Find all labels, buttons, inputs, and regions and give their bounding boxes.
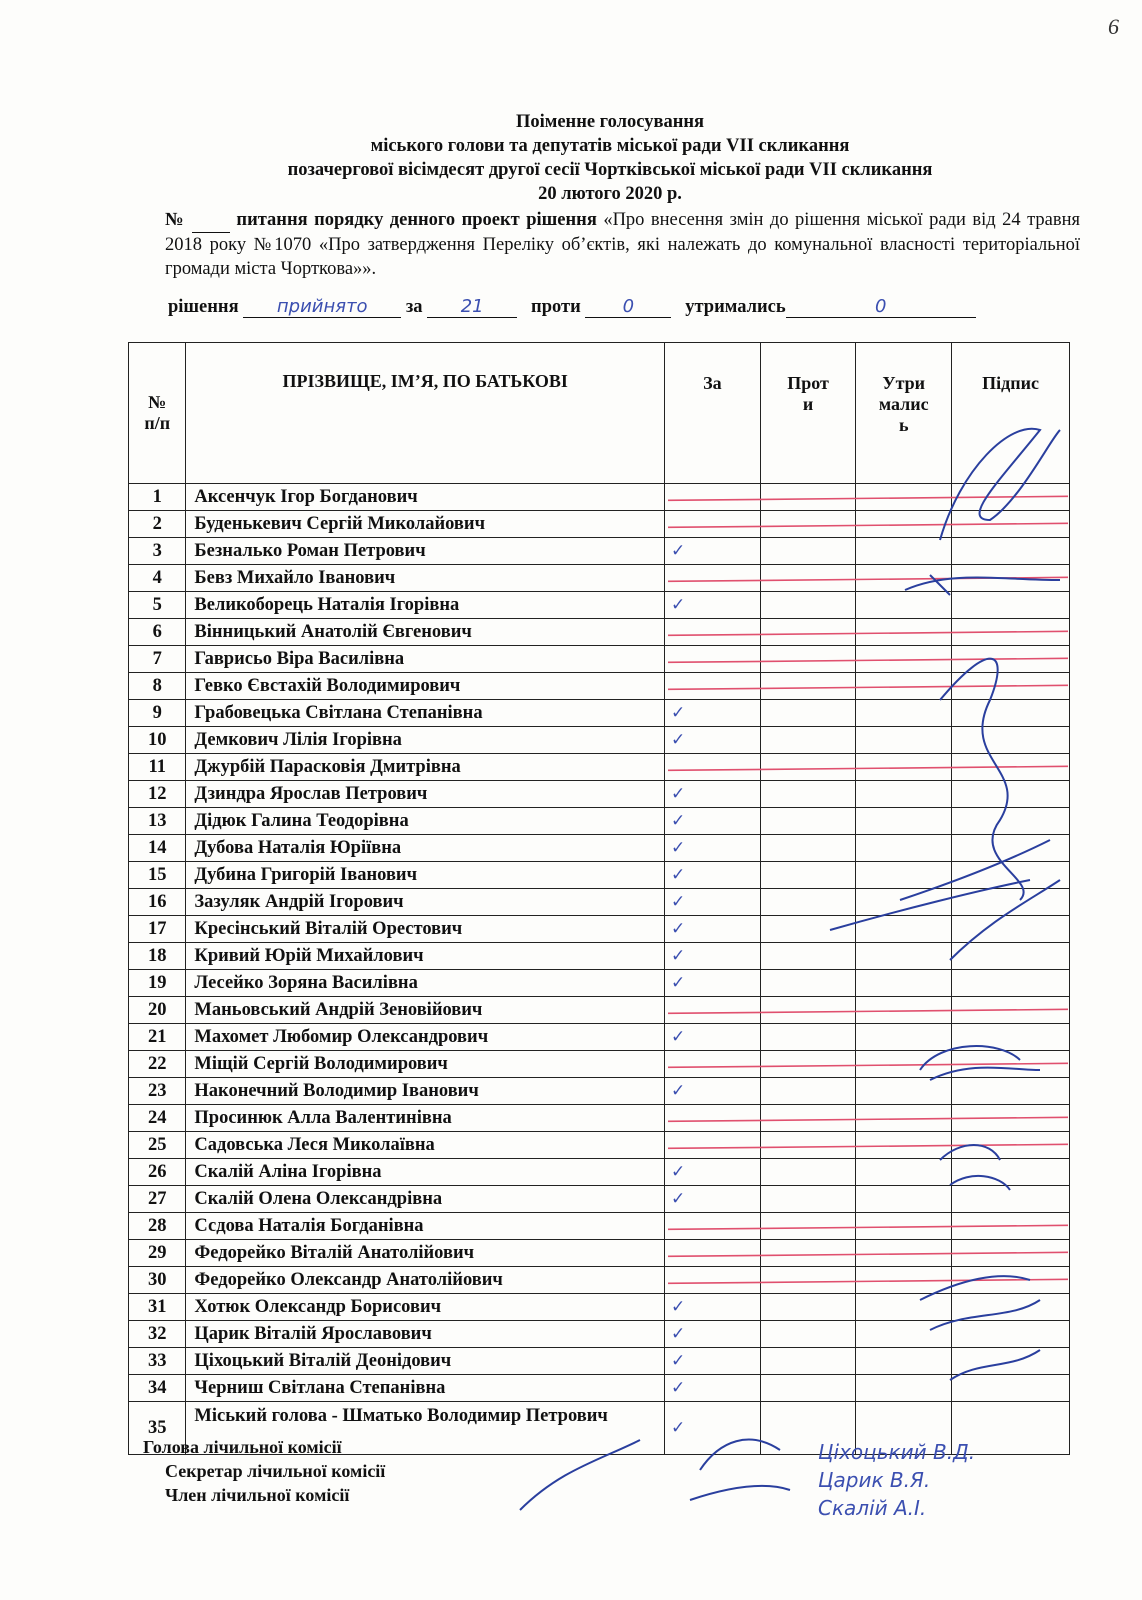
vote-against-cell — [760, 970, 856, 997]
deputy-name: Федорейко Віталій Анатолійович — [186, 1240, 665, 1267]
deputy-name: Федорейко Олександр Анатолійович — [186, 1267, 665, 1294]
chair-name: Ціхоцький В.Д. — [818, 1440, 976, 1464]
signature-cell — [952, 565, 1070, 592]
vote-against-cell — [760, 565, 856, 592]
vote-against-cell — [760, 1294, 856, 1321]
commission-chair-label: Голова лічильної комісії — [143, 1437, 342, 1457]
deputy-name: Маньовський Андрій Зеновійович — [186, 997, 665, 1024]
vote-abstain-cell — [856, 1240, 952, 1267]
document-header — [140, 110, 1080, 206]
table-row — [129, 1105, 1070, 1132]
vote-against-cell — [760, 700, 856, 727]
signature-cell — [952, 1375, 1070, 1402]
deputy-name: Наконечний Володимир Іванович — [186, 1078, 665, 1105]
agenda-label: питання порядку денного проект рішення — [236, 210, 597, 230]
row-number: 34 — [129, 1375, 186, 1402]
vote-against-cell — [760, 1159, 856, 1186]
signature-cell — [952, 1186, 1070, 1213]
vote-against-cell — [760, 835, 856, 862]
header-line-3: позачергової вісімдесят другої сесії Чортківської міської ради VII скликання — [287, 160, 933, 180]
table-row — [129, 538, 1070, 565]
vote-against-cell — [760, 1051, 856, 1078]
vote-abstain-cell — [856, 727, 952, 754]
table-row — [129, 943, 1070, 970]
signature-cell — [952, 1348, 1070, 1375]
table-row — [129, 673, 1070, 700]
deputy-name: Дзиндра Ярослав Петрович — [186, 781, 665, 808]
row-number: 24 — [129, 1105, 186, 1132]
table-row — [129, 565, 1070, 592]
signature-cell — [952, 727, 1070, 754]
vote-check-mark: ✓ — [664, 1078, 760, 1105]
vote-against-cell — [760, 1024, 856, 1051]
vote-against-cell — [760, 1267, 856, 1294]
table-row — [129, 997, 1070, 1024]
signature-cell — [952, 1321, 1070, 1348]
row-number: 25 — [129, 1132, 186, 1159]
signature-cell — [952, 1159, 1070, 1186]
decision-label: рішення — [168, 297, 239, 317]
deputy-name: Скалій Аліна Ігорівна — [186, 1159, 665, 1186]
table-row — [129, 862, 1070, 889]
secretary-name: Царик В.Я. — [818, 1468, 931, 1492]
row-number: 20 — [129, 997, 186, 1024]
vote-check-mark: ✓ — [664, 916, 760, 943]
vote-abstain-cell — [856, 997, 952, 1024]
vote-abstain-cell — [856, 538, 952, 565]
deputy-name: Безналько Роман Петрович — [186, 538, 665, 565]
vote-abstain-cell — [856, 1213, 952, 1240]
row-number: 7 — [129, 646, 186, 673]
deputy-name: Демкович Лілія Ігорівна — [186, 727, 665, 754]
signature-cell — [952, 970, 1070, 997]
table-row — [129, 889, 1070, 916]
signature-cell — [952, 781, 1070, 808]
voting-table — [128, 342, 1070, 1455]
deputy-name: Черниш Світлана Степанівна — [186, 1375, 665, 1402]
row-number: 22 — [129, 1051, 186, 1078]
table-row — [129, 1213, 1070, 1240]
vote-check-mark: ✓ — [664, 1375, 760, 1402]
vote-for-cell — [664, 673, 760, 700]
vote-against-cell — [760, 1240, 856, 1267]
for-label: за — [405, 297, 423, 317]
deputy-name: Ссдова Наталія Богданівна — [186, 1213, 665, 1240]
table-row — [129, 916, 1070, 943]
deputy-name: Міщій Сергій Володимирович — [186, 1051, 665, 1078]
vote-check-mark: ✓ — [664, 1321, 760, 1348]
agenda-num-prefix: № — [165, 210, 186, 230]
row-number: 32 — [129, 1321, 186, 1348]
table-row — [129, 1159, 1070, 1186]
vote-check-mark: ✓ — [664, 592, 760, 619]
vote-against-cell — [760, 1132, 856, 1159]
vote-abstain-cell — [856, 619, 952, 646]
commission-member-label: Член лічильної комісії — [165, 1485, 350, 1505]
signature-cell — [952, 1267, 1070, 1294]
vote-abstain-cell — [856, 565, 952, 592]
deputy-name: Дубина Григорій Іванович — [186, 862, 665, 889]
row-number: 5 — [129, 592, 186, 619]
vote-abstain-cell — [856, 646, 952, 673]
row-number: 17 — [129, 916, 186, 943]
row-number: 18 — [129, 943, 186, 970]
deputy-name: Махомет Любомир Олександрович — [186, 1024, 665, 1051]
row-number: 29 — [129, 1240, 186, 1267]
for-count: 21 — [427, 296, 517, 318]
vote-check-mark: ✓ — [664, 1348, 760, 1375]
vote-for-cell — [664, 619, 760, 646]
vote-check-mark: ✓ — [664, 700, 760, 727]
deputy-name: Кресінський Віталій Орестович — [186, 916, 665, 943]
vote-check-mark: ✓ — [664, 970, 760, 997]
row-number: 2 — [129, 511, 186, 538]
vote-abstain-cell — [856, 592, 952, 619]
signature-cell — [952, 1024, 1070, 1051]
vote-against-cell — [760, 484, 856, 511]
vote-abstain-cell — [856, 1294, 952, 1321]
row-number: 8 — [129, 673, 186, 700]
vote-abstain-cell — [856, 700, 952, 727]
table-row — [129, 1294, 1070, 1321]
header-for: За — [664, 343, 760, 484]
row-number: 26 — [129, 1159, 186, 1186]
table-row — [129, 1132, 1070, 1159]
deputy-name: Ціхоцький Віталій Деонідович — [186, 1348, 665, 1375]
vote-abstain-cell — [856, 970, 952, 997]
vote-for-cell — [664, 511, 760, 538]
signature-cell — [952, 673, 1070, 700]
row-number: 13 — [129, 808, 186, 835]
vote-for-cell — [664, 1267, 760, 1294]
table-row — [129, 727, 1070, 754]
row-number: 19 — [129, 970, 186, 997]
vote-abstain-cell — [856, 1321, 952, 1348]
row-number: 1 — [129, 484, 186, 511]
vote-check-mark: ✓ — [664, 538, 760, 565]
signature-cell — [952, 700, 1070, 727]
deputy-name: Скалій Олена Олександрівна — [186, 1186, 665, 1213]
deputy-name: Великоборець Наталія Ігорівна — [186, 592, 665, 619]
row-number: 10 — [129, 727, 186, 754]
deputy-name: Просинюк Алла Валентинівна — [186, 1105, 665, 1132]
commission-block — [143, 1435, 385, 1507]
vote-check-mark: ✓ — [664, 862, 760, 889]
vote-against-cell — [760, 1105, 856, 1132]
vote-check-mark: ✓ — [664, 727, 760, 754]
vote-abstain-cell — [856, 1267, 952, 1294]
table-row — [129, 646, 1070, 673]
agenda-text: «Про внесення змін до рішення міської ради від 24 травня 2018 року №1070 «Про затвердження Переліку об’єктів, які належать до комунальної власності територіальної громади міста Чорткова»». — [165, 210, 1081, 279]
table-row — [129, 592, 1070, 619]
deputy-name: Аксенчук Ігор Богданович — [186, 484, 665, 511]
vote-abstain-cell — [856, 511, 952, 538]
signature-cell — [952, 997, 1070, 1024]
table-row — [129, 1321, 1070, 1348]
deputy-name: Дідюк Галина Теодорівна — [186, 808, 665, 835]
vote-against-cell — [760, 1375, 856, 1402]
deputy-name: Царик Віталій Ярославович — [186, 1321, 665, 1348]
vote-abstain-cell — [856, 1348, 952, 1375]
vote-against-cell — [760, 754, 856, 781]
deputy-name: Хотюк Олександр Борисович — [186, 1294, 665, 1321]
vote-abstain-cell — [856, 1051, 952, 1078]
vote-against-cell — [760, 808, 856, 835]
table-row — [129, 1375, 1070, 1402]
vote-abstain-cell — [856, 808, 952, 835]
vote-abstain-cell — [856, 862, 952, 889]
signature-cell — [952, 646, 1070, 673]
deputy-name: Вінницький Анатолій Євгенович — [186, 619, 665, 646]
vote-abstain-cell — [856, 1375, 952, 1402]
signature-cell — [952, 808, 1070, 835]
row-number: 30 — [129, 1267, 186, 1294]
against-count: 0 — [585, 296, 671, 318]
deputy-name: Бевз Михайло Іванович — [186, 565, 665, 592]
row-number: 31 — [129, 1294, 186, 1321]
signature-cell — [952, 862, 1070, 889]
deputy-name: Зазуляк Андрій Ігорович — [186, 889, 665, 916]
signature-cell — [952, 484, 1070, 511]
signature-cell — [952, 1294, 1070, 1321]
vote-against-cell — [760, 997, 856, 1024]
table-row — [129, 511, 1070, 538]
row-number: 6 — [129, 619, 186, 646]
signature-cell — [952, 592, 1070, 619]
table-row — [129, 970, 1070, 997]
signature-cell — [952, 1078, 1070, 1105]
vote-against-cell — [760, 511, 856, 538]
deputy-name: Кривий Юрій Михайлович — [186, 943, 665, 970]
table-row — [129, 754, 1070, 781]
deputy-name: Дубова Наталія Юріївна — [186, 835, 665, 862]
table-row — [129, 484, 1070, 511]
table-header-row — [129, 343, 1070, 484]
signature-cell — [952, 1132, 1070, 1159]
table-row — [129, 619, 1070, 646]
header-abstain: Утри малис ь — [856, 343, 952, 484]
deputy-name: Гаврисьо Віра Василівна — [186, 646, 665, 673]
vote-against-cell — [760, 592, 856, 619]
vote-check-mark: ✓ — [664, 1294, 760, 1321]
vote-against-cell — [760, 943, 856, 970]
header-date: 20 лютого 2020 р. — [538, 184, 682, 204]
row-number: 35 — [129, 1402, 186, 1455]
vote-against-cell — [760, 1213, 856, 1240]
signature-cell — [952, 835, 1070, 862]
row-number: 15 — [129, 862, 186, 889]
row-number: 12 — [129, 781, 186, 808]
signature-cell — [952, 1213, 1070, 1240]
signature-cell — [952, 1240, 1070, 1267]
deputy-name: Лесейко Зоряна Василівна — [186, 970, 665, 997]
vote-check-mark: ✓ — [664, 1186, 760, 1213]
vote-abstain-cell — [856, 916, 952, 943]
abstain-count: 0 — [786, 296, 976, 318]
row-number: 11 — [129, 754, 186, 781]
row-number: 16 — [129, 889, 186, 916]
vote-against-cell — [760, 889, 856, 916]
table-row — [129, 781, 1070, 808]
vote-abstain-cell — [856, 943, 952, 970]
vote-abstain-cell — [856, 1024, 952, 1051]
vote-against-cell — [760, 646, 856, 673]
vote-check-mark: ✓ — [664, 889, 760, 916]
vote-abstain-cell — [856, 484, 952, 511]
vote-check-mark: ✓ — [664, 1159, 760, 1186]
signature-cell — [952, 1051, 1070, 1078]
vote-check-mark: ✓ — [664, 1024, 760, 1051]
signature-cell — [952, 511, 1070, 538]
vote-abstain-cell — [856, 889, 952, 916]
table-row — [129, 808, 1070, 835]
vote-check-mark: ✓ — [664, 808, 760, 835]
vote-against-cell — [760, 1078, 856, 1105]
vote-against-cell — [760, 1348, 856, 1375]
vote-check-mark: ✓ — [664, 835, 760, 862]
abstain-label: утримались — [685, 297, 786, 317]
signature-cell — [952, 1105, 1070, 1132]
vote-against-cell — [760, 727, 856, 754]
vote-for-cell — [664, 1051, 760, 1078]
commission-names — [818, 1438, 975, 1522]
vote-check-mark: ✓ — [664, 1402, 760, 1455]
signature-cell — [952, 943, 1070, 970]
deputy-name: Грабовецька Світлана Степанівна — [186, 700, 665, 727]
vote-abstain-cell — [856, 1105, 952, 1132]
vote-against-cell — [760, 538, 856, 565]
row-number: 23 — [129, 1078, 186, 1105]
vote-for-cell — [664, 646, 760, 673]
vote-against-cell — [760, 1186, 856, 1213]
deputy-name: Буденькевич Сергій Миколайович — [186, 511, 665, 538]
page-number: 6 — [1108, 14, 1119, 39]
vote-check-mark: ✓ — [664, 781, 760, 808]
header-title: Поіменне голосування — [515, 112, 705, 132]
deputy-name: Джурбій Парасковія Дмитрівна — [186, 754, 665, 781]
deputy-name: Міський голова - Шматько Володимир Петрович — [186, 1402, 665, 1455]
signature-cell — [952, 619, 1070, 646]
row-number: 21 — [129, 1024, 186, 1051]
table-row — [129, 835, 1070, 862]
vote-for-cell — [664, 565, 760, 592]
table-row — [129, 1348, 1070, 1375]
table-row — [129, 1186, 1070, 1213]
vote-abstain-cell — [856, 781, 952, 808]
vote-for-cell — [664, 1105, 760, 1132]
decision-value: прийнято — [243, 296, 401, 318]
vote-for-cell — [664, 754, 760, 781]
vote-abstain-cell — [856, 673, 952, 700]
signature-cell — [952, 916, 1070, 943]
vote-abstain-cell — [856, 754, 952, 781]
header-num: № п/п — [129, 343, 186, 484]
deputy-name: Садовська Леся Миколаївна — [186, 1132, 665, 1159]
against-label: проти — [531, 297, 581, 317]
vote-against-cell — [760, 1321, 856, 1348]
table-row — [129, 1240, 1070, 1267]
decision-line — [168, 296, 1068, 318]
agenda-number-blank — [192, 208, 230, 233]
signature-cell — [952, 889, 1070, 916]
vote-against-cell — [760, 781, 856, 808]
vote-check-mark: ✓ — [664, 943, 760, 970]
header-against: Прот и — [760, 343, 856, 484]
vote-abstain-cell — [856, 835, 952, 862]
row-number: 27 — [129, 1186, 186, 1213]
vote-for-cell — [664, 1240, 760, 1267]
table-row — [129, 700, 1070, 727]
row-number: 3 — [129, 538, 186, 565]
vote-abstain-cell — [856, 1132, 952, 1159]
vote-abstain-cell — [856, 1159, 952, 1186]
header-line-2: міського голови та депутатів міської ради VII скликання — [370, 136, 850, 156]
vote-abstain-cell — [856, 1186, 952, 1213]
vote-against-cell — [760, 862, 856, 889]
row-number: 14 — [129, 835, 186, 862]
signature-cell — [952, 754, 1070, 781]
signature-cell — [952, 538, 1070, 565]
header-name: ПРІЗВИЩЕ, ІМ’Я, ПО БАТЬКОВІ — [186, 343, 665, 484]
vote-against-cell — [760, 673, 856, 700]
vote-against-cell — [760, 916, 856, 943]
row-number: 9 — [129, 700, 186, 727]
row-number: 28 — [129, 1213, 186, 1240]
commission-secretary-label: Секретар лічильної комісії — [165, 1461, 386, 1481]
vote-for-cell — [664, 484, 760, 511]
table-row — [129, 1024, 1070, 1051]
row-number: 4 — [129, 565, 186, 592]
table-row — [129, 1267, 1070, 1294]
table-row — [129, 1078, 1070, 1105]
vote-for-cell — [664, 1132, 760, 1159]
deputy-name: Гевко Євстахій Володимирович — [186, 673, 665, 700]
member-name: Скалій А.І. — [818, 1496, 927, 1520]
header-signature: Підпис — [952, 343, 1070, 484]
vote-against-cell — [760, 619, 856, 646]
table-row — [129, 1051, 1070, 1078]
vote-for-cell — [664, 1213, 760, 1240]
row-number: 33 — [129, 1348, 186, 1375]
vote-for-cell — [664, 997, 760, 1024]
vote-abstain-cell — [856, 1078, 952, 1105]
agenda-paragraph — [165, 208, 1080, 281]
